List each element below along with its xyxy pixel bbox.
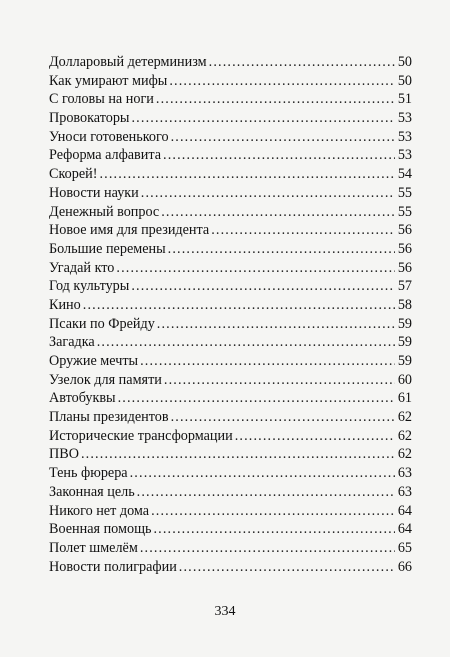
dot-leader	[140, 539, 395, 558]
toc-entry-page: 53	[397, 147, 412, 164]
dot-leader	[131, 109, 395, 128]
toc-entry	[49, 146, 412, 165]
toc-entry	[49, 464, 412, 483]
toc-entry-page: 53	[397, 110, 412, 127]
toc-entry	[49, 389, 412, 408]
toc-entry	[49, 558, 412, 577]
toc-entry-page: 59	[397, 334, 412, 351]
toc-entry-page: 60	[397, 371, 412, 388]
toc-entry-title: Никого нет дома	[49, 502, 150, 519]
dot-leader	[137, 483, 395, 502]
toc-entry-title: С головы на ноги	[49, 91, 154, 108]
toc-entry-title: Тень фюрера	[49, 465, 128, 482]
toc-entry	[49, 90, 412, 109]
toc-entry	[49, 109, 412, 128]
dot-leader	[163, 146, 395, 165]
toc-entry-page: 64	[397, 521, 412, 538]
toc-entry	[49, 277, 412, 296]
table-of-contents	[49, 53, 412, 576]
toc-entry-page: 51	[397, 91, 412, 108]
dot-leader	[99, 165, 395, 184]
toc-entry-title: Исторические трансформации	[49, 427, 233, 444]
toc-entry-page: 63	[397, 483, 412, 500]
dot-leader	[171, 128, 395, 147]
toc-entry-title: Новости полиграфии	[49, 558, 177, 575]
toc-entry-title: Как умирают мифы	[49, 72, 168, 89]
toc-entry	[49, 240, 412, 259]
dot-leader	[83, 296, 395, 315]
toc-entry-title: Законная цель	[49, 483, 135, 500]
dot-leader	[169, 72, 395, 91]
toc-entry-title: Большие перемены	[49, 240, 166, 257]
toc-entry-page: 59	[397, 353, 412, 369]
toc-entry-page: 54	[397, 166, 412, 183]
toc-entry-title: Оружие мечты	[49, 353, 139, 369]
toc-entry	[49, 221, 412, 240]
toc-entry	[49, 408, 412, 427]
toc-entry	[49, 259, 412, 278]
toc-entry-title: Узелок для памяти	[49, 371, 162, 388]
toc-entry-title: Угадай кто	[49, 259, 115, 276]
toc-entry-title: Скорей!	[49, 166, 98, 183]
toc-entry-title: Долларовый детерминизм	[49, 54, 207, 70]
toc-entry	[49, 502, 412, 521]
dot-leader	[164, 371, 395, 390]
dot-leader	[118, 389, 395, 408]
dot-leader	[171, 408, 395, 427]
dot-leader	[157, 315, 395, 334]
toc-entry-title: Новости науки	[49, 184, 139, 201]
toc-entry	[49, 203, 412, 222]
dot-leader	[161, 203, 395, 222]
toc-entry-title: Планы президентов	[49, 409, 169, 426]
toc-entry-title: Год культуры	[49, 278, 130, 295]
toc-entry-title: Уноси готовенького	[49, 128, 169, 145]
toc-entry	[49, 165, 412, 184]
toc-entry-page: 62	[397, 427, 412, 444]
toc-entry-page: 66	[397, 558, 412, 575]
toc-entry	[49, 315, 412, 334]
dot-leader	[179, 558, 395, 577]
toc-entry-page: 61	[397, 390, 412, 407]
toc-entry-page: 50	[397, 72, 412, 89]
dot-leader	[151, 502, 395, 521]
dot-leader	[168, 240, 395, 259]
toc-entry	[49, 427, 412, 446]
toc-entry-title: Кино	[49, 296, 81, 313]
toc-entry-page: 62	[397, 409, 412, 426]
toc-entry-title: Автобуквы	[49, 390, 116, 407]
toc-entry	[49, 371, 412, 390]
toc-entry-title: ПВО	[49, 446, 79, 463]
dot-leader	[131, 277, 395, 296]
toc-entry-page: 64	[397, 502, 412, 519]
toc-entry-page: 59	[397, 315, 412, 332]
toc-entry-page: 55	[397, 184, 412, 201]
toc-entry-page: 56	[397, 259, 412, 276]
toc-entry-page: 65	[397, 539, 412, 556]
toc-entry-page: 55	[397, 203, 412, 220]
dot-leader	[81, 445, 395, 464]
toc-entry-title: Новое имя для президента	[49, 222, 210, 239]
dot-leader	[116, 259, 395, 278]
toc-entry-page: 57	[397, 278, 412, 295]
toc-entry	[49, 445, 412, 464]
toc-entry-page: 56	[397, 240, 412, 257]
toc-entry-title: Провокаторы	[49, 110, 130, 127]
toc-entry-page: 53	[397, 128, 412, 145]
dot-leader	[211, 221, 395, 240]
toc-entry	[49, 352, 412, 371]
page-number: 334	[214, 604, 236, 619]
toc-entry-title: Загадка	[49, 334, 95, 351]
toc-entry-title: Военная помощь	[49, 521, 152, 538]
toc-entry-title: Полет шмелём	[49, 539, 138, 556]
toc-entry	[49, 296, 412, 315]
toc-entry	[49, 184, 412, 203]
toc-entry-page: 50	[397, 54, 412, 70]
toc-entry	[49, 483, 412, 502]
dot-leader	[130, 464, 395, 483]
dot-leader	[235, 427, 395, 446]
toc-entry-page: 62	[397, 446, 412, 463]
toc-entry-page: 63	[397, 465, 412, 482]
toc-entry-title: Реформа алфавита	[49, 147, 162, 164]
toc-entry-page: 58	[397, 296, 412, 313]
dot-leader	[141, 184, 395, 203]
dot-leader	[140, 352, 395, 371]
toc-entry-page: 56	[397, 222, 412, 239]
toc-entry	[49, 53, 412, 72]
dot-leader	[209, 53, 395, 72]
toc-entry-title: Денежный вопрос	[49, 203, 160, 220]
toc-entry	[49, 539, 412, 558]
toc-entry-title: Псаки по Фрейду	[49, 315, 155, 332]
toc-entry	[49, 520, 412, 539]
dot-leader	[97, 333, 395, 352]
toc-entry	[49, 128, 412, 147]
toc-entry	[49, 333, 412, 352]
dot-leader	[156, 90, 395, 109]
dot-leader	[153, 520, 395, 539]
toc-entry	[49, 72, 412, 91]
